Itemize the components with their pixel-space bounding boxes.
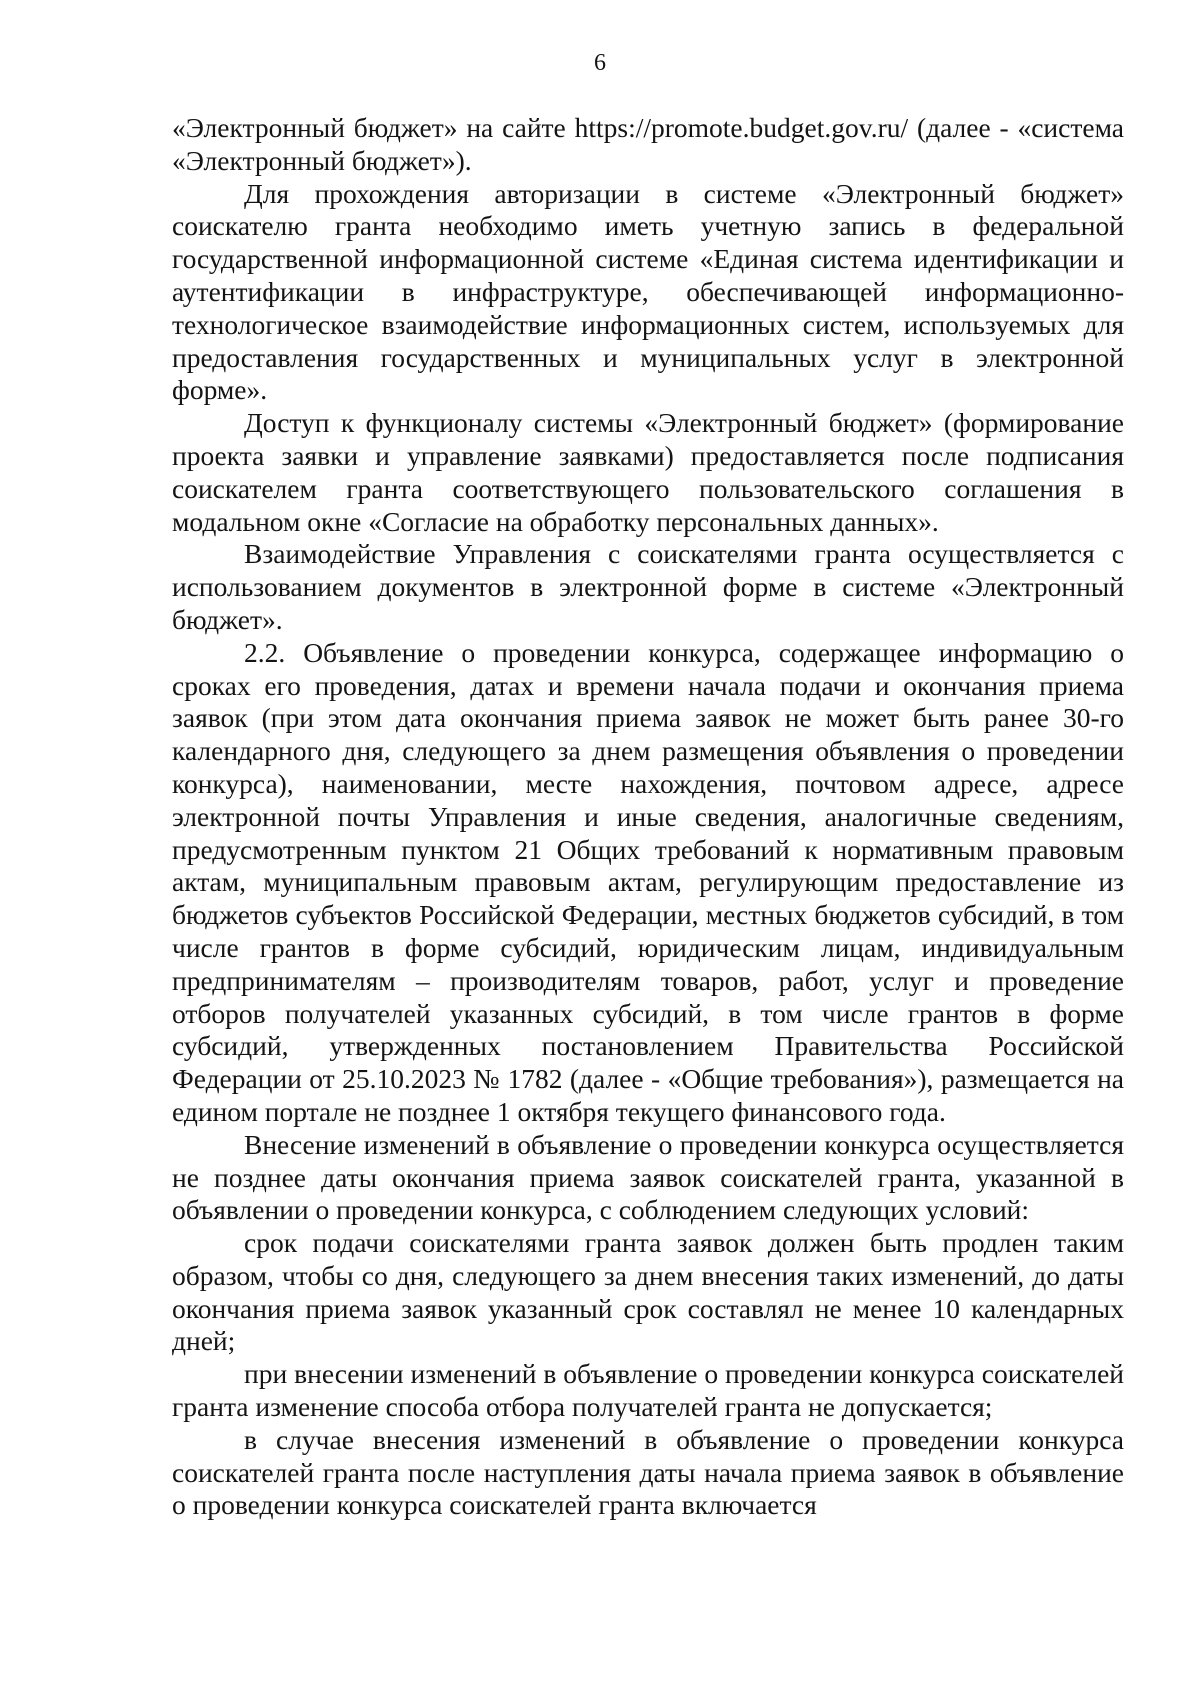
paragraph-announcement: 2.2. Объявление о проведении конкурса, содержащее информацию о сроках его проведения, датах и времени начала подачи и окончания приема заявок (при этом дата окончания приема заявок не может быть ранее 30-го календарного дня, следующего за днем размещения объявления о проведении конкурса), наименовании, месте нахождения, почтовом адресе, адресе электронной почты Управления и иные сведения, аналогичные сведениям, предусмотренным пунктом 21 Общих требований к нормативным правовым актам, муниципальным правовым актам, регулирующим предоставление из бюджетов субъектов Российской Федерации, местных бюджетов субсидий, в том числе грантов в форме субсидий, юридическим лицам, индивидуальным предпринимателям – производителям товаров, работ, услуг и проведение отборов получателей указанных субсидий, в том числе грантов в форме субсидий, утвержденных постановлением Правительства Российской Федерации от 25.10.2023 № 1782 (далее - «Общие требования»), размещается на едином портале не позднее 1 октября текущего финансового года. (172, 636, 1124, 1127)
paragraph-condition-deadline: срок подачи соискателями гранта заявок должен быть продлен таким образом, чтобы со дня, следующего за днем внесения таких изменений, до даты окончания приема заявок указанный срок составлял не менее 10 календарных дней; (172, 1227, 1124, 1357)
paragraph-system-definition: «Электронный бюджет» на сайте https://promote.budget.gov.ru/ (далее - «система «Электронный бюджет»). (172, 112, 1124, 176)
document-body (172, 112, 1124, 1522)
paragraph-changes: Внесение изменений в объявление о проведении конкурса осуществляется не позднее даты окончания приема заявок соискателей гранта, указанной в объявлении о проведении конкурса, с соблюдением следующих условий: (172, 1128, 1124, 1226)
paragraph-condition-method: при внесении изменений в объявление о проведении конкурса соискателей гранта изменение способа отбора получателей гранта не допускается; (172, 1358, 1124, 1423)
paragraph-condition-after-start: в случае внесения изменений в объявление о проведении конкурса соискателей гранта после наступления даты начала приема заявок в объявление о проведении конкурса соискателей гранта включается (172, 1423, 1124, 1521)
page-number: 6 (594, 50, 606, 76)
paragraph-access: Доступ к функционалу системы «Электронный бюджет» (формирование проекта заявки и управление заявками) предоставляется после подписания соискателем гранта соответствующего пользовательского соглашения в модальном окне «Согласие на обработку персональных данных». (172, 407, 1124, 537)
paragraph-interaction: Взаимодействие Управления с соискателями гранта осуществляется с использованием документов в электронной форме в системе «Электронный бюджет». (172, 538, 1124, 635)
paragraph-authorization: Для прохождения авторизации в системе «Электронный бюджет» соискателю гранта необходимо иметь учетную запись в федеральной государственной информационной системе «Единая система идентификации и аутентификации в инфраструктуре, обеспечивающей информационно-технологическое взаимодействие информационных систем, используемых для предоставления государственных и муниципальных услуг в электронной форме». (172, 177, 1124, 406)
